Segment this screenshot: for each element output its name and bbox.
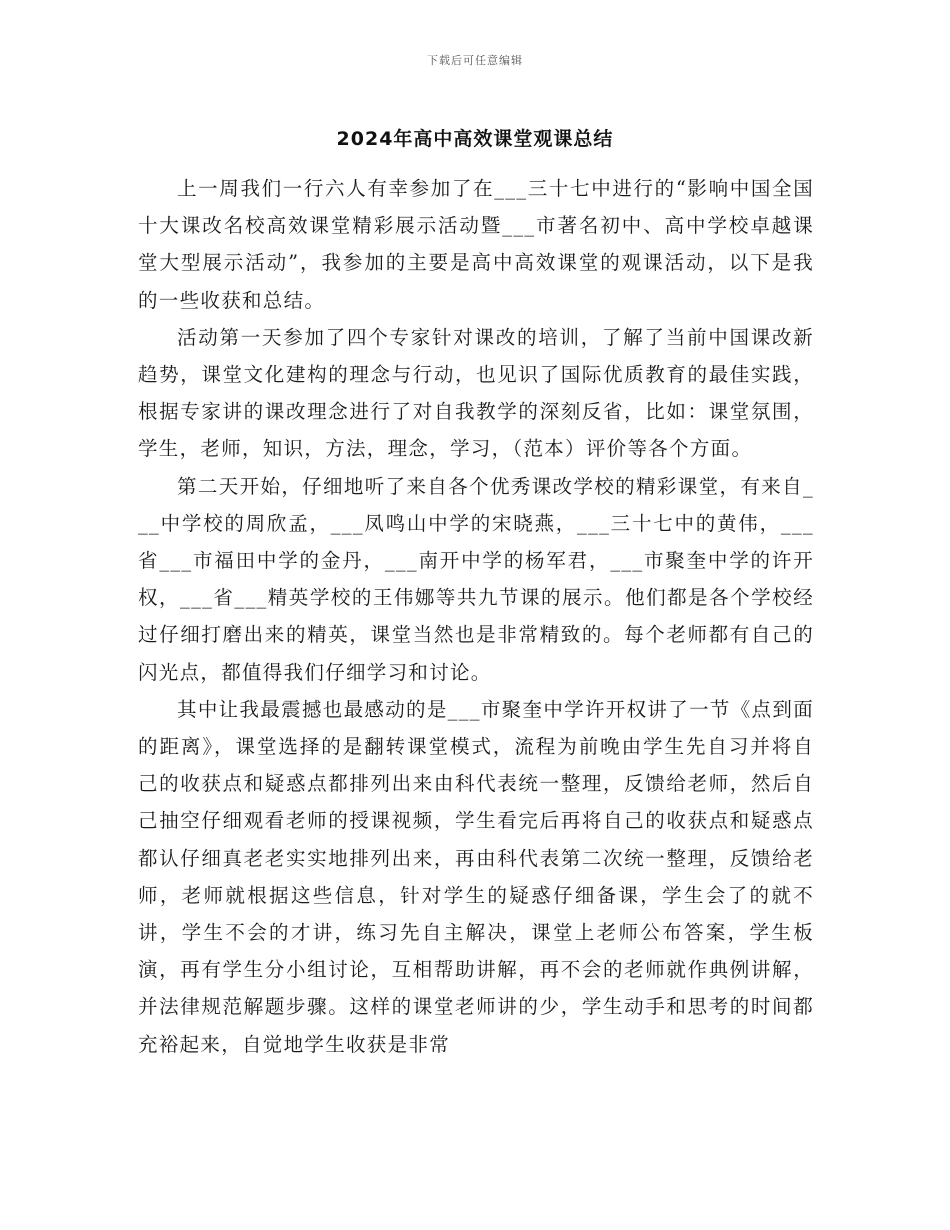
- paragraph: 上一周我们一行六人有幸参加了在___三十七中进行的“影响中国全国十大课改名校高效课堂精彩展示活动暨___市著名初中、高中学校卓越课堂大型展示活动”，我参加的主要是高中高效课堂的观课活动，以下是我的一些收获和总结。: [138, 177, 814, 312]
- header-note: 下载后可任意编辑: [427, 54, 523, 67]
- paragraph: 其中让我最震撼也最感动的是___市聚奎中学许开权讲了一节《点到面的距离》，课堂选择的是翻转课堂模式，流程为前晚由学生先自习并将自己的收获点和疑惑点都排列出来由科代表统一整理，反馈给老师，然后自己抽空仔细观看老师的授课视频，学生看完后再将自己的收获点和疑惑点都认仔细真老老实实地排列出来，再由科代表第二次统一整理，反馈给老师，老师就根据这些信息，针对学生的疑惑仔细备课，学生会了的就不讲，学生不会的才讲，练习先自主解决，课堂上老师公布答案，学生板演，再有学生分小组讨论，互相帮助讲解，再不会的老师就作典例讲解，并法律规范解题步骤。这样的课堂老师讲的少，学生动手和思考的时间都充裕起来，自觉地学生收获是非常: [138, 697, 814, 1056]
- document-body: [138, 170, 814, 1063]
- document-title: 2024年高中高效课堂观课总结: [336, 128, 614, 150]
- paragraph: 第二天开始，仔细地听了来自各个优秀课改学校的精彩课堂，有来自___中学校的周欣孟，___凤鸣山中学的宋晓燕，___三十七中的黄伟，___省___市福田中学的金丹，___南开中学的杨军君，___市聚奎中学的许开权，___省___精英学校的王伟娜等共九节课的展示。他们都是各个学校经过仔细打磨出来的精英，课堂当然也是非常精致的。每个老师都有自己的闪光点，都值得我们仔细学习和讨论。: [138, 474, 815, 684]
- paragraph: 活动第一天参加了四个专家针对课改的培训，了解了当前中国课改新趋势，课堂文化建构的理念与行动，也见识了国际优质教育的最佳实践，根据专家讲的课改理念进行了对自我教学的深刻反省，比如：课堂氛围，学生，老师，知识，方法，理念，学习，（范本）评价等各个方面。: [138, 325, 814, 461]
